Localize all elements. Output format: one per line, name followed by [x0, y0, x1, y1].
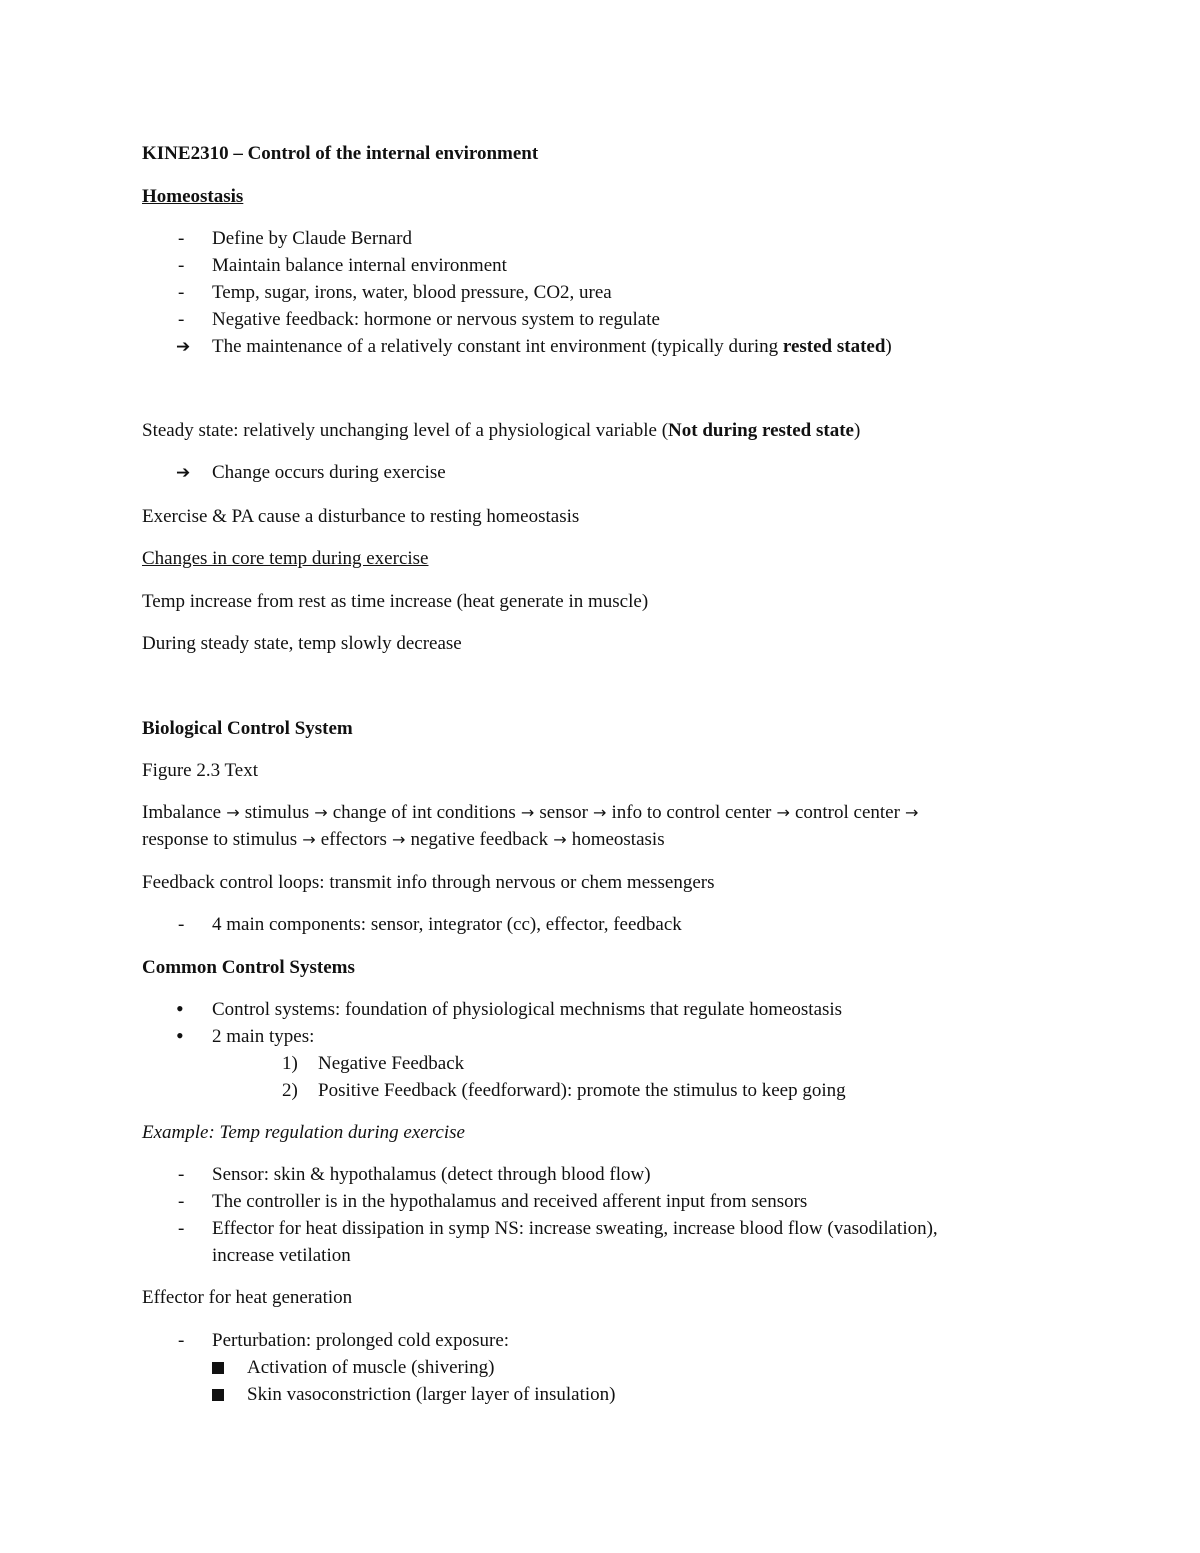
heading-homeostasis: Homeostasis — [142, 186, 244, 207]
list-item-arrow — [212, 334, 892, 360]
flow-arrow-icon: → — [587, 803, 612, 822]
dash-marker: - — [178, 914, 185, 935]
list-number: 1) — [282, 1053, 298, 1074]
arrow-text-bold: rested stated — [782, 336, 886, 357]
list-item: Effector for heat dissipation in symp NS: increase sweating, increase blood flow (vasodilation), — [212, 1218, 938, 1239]
square-bullet-icon — [212, 1382, 224, 1409]
example-heading: Example: Temp regulation during exercise — [142, 1122, 465, 1143]
flow-step: control center — [794, 802, 900, 823]
flow-step: info to control center — [611, 802, 772, 823]
heading-biological-control: Biological Control System — [142, 718, 353, 739]
dash-marker: - — [178, 1218, 185, 1239]
list-item: Positive Feedback (feedforward): promote the stimulus to keep going — [318, 1080, 846, 1101]
steady-decrease-paragraph: During steady state, temp slowly decrease — [142, 633, 462, 654]
list-item: Activation of muscle (shivering) — [247, 1357, 495, 1378]
list-item: Sensor: skin & hypothalamus (detect through blood flow) — [212, 1164, 651, 1185]
list-item: 2 main types: — [212, 1026, 315, 1047]
feedback-loops-paragraph: Feedback control loops: transmit info through nervous or chem messengers — [142, 872, 715, 893]
steady-arrow-item: Change occurs during exercise — [212, 462, 446, 483]
steady-text-post: ) — [853, 420, 861, 441]
flow-arrow-icon: → — [309, 803, 333, 822]
arrow-text-pre: The maintenance of a relatively constant int environment (typically during — [212, 336, 783, 357]
flow-arrow-icon: → — [515, 803, 540, 822]
steady-text-bold: Not during rested state — [668, 420, 854, 441]
flow-step: negative feedback — [410, 829, 549, 850]
flow-step: homeostasis — [571, 829, 665, 850]
flow-step: effectors — [320, 829, 387, 850]
figure-reference: Figure 2.3 Text — [142, 760, 259, 781]
list-item: Skin vasoconstriction (larger layer of insulation) — [247, 1384, 616, 1405]
dash-marker: - — [178, 282, 185, 303]
dash-marker: - — [178, 1330, 185, 1351]
flow-step: sensor — [539, 802, 588, 823]
square-bullet-icon — [212, 1355, 224, 1382]
flow-line-2 — [142, 827, 665, 853]
list-item: Define by Claude Bernard — [212, 228, 412, 249]
core-temp-heading: Changes in core temp during exercise — [142, 548, 429, 569]
flow-arrow-icon: → — [899, 803, 919, 822]
flow-arrow-icon: → — [548, 830, 572, 849]
exercise-paragraph: Exercise & PA cause a disturbance to resting homeostasis — [142, 506, 580, 527]
list-item: Control systems: foundation of physiological mechnisms that regulate homeostasis — [212, 999, 843, 1020]
list-item-continuation: increase vetilation — [212, 1245, 351, 1266]
dash-marker: - — [178, 1164, 185, 1185]
bullet-marker: • — [176, 1023, 184, 1048]
flow-line-1 — [142, 800, 918, 826]
dash-marker: - — [178, 309, 185, 330]
temp-increase-paragraph: Temp increase from rest as time increase (heat generate in muscle) — [142, 591, 649, 612]
bullet-marker: • — [176, 996, 184, 1021]
list-item: Perturbation: prolonged cold exposure: — [212, 1330, 510, 1351]
flow-step: change of int conditions — [332, 802, 516, 823]
arrow-icon: ➔ — [176, 463, 191, 483]
list-item: Temp, sugar, irons, water, blood pressure, CO2, urea — [212, 282, 612, 303]
dash-marker: - — [178, 255, 185, 276]
flow-arrow-icon: → — [771, 803, 795, 822]
flow-step: response to stimulus — [142, 829, 298, 850]
steady-text-pre: Steady state: relatively unchanging level of a physiological variable ( — [142, 420, 669, 441]
arrow-text-post: ) — [885, 336, 892, 357]
flow-step: stimulus — [244, 802, 310, 823]
arrow-icon: ➔ — [176, 337, 191, 357]
flow-arrow-icon: → — [386, 830, 411, 849]
list-item: Negative feedback: hormone or nervous system to regulate — [212, 309, 660, 330]
list-item: The controller is in the hypothalamus and received afferent input from sensors — [212, 1191, 808, 1212]
list-item: 4 main components: sensor, integrator (cc), effector, feedback — [212, 914, 682, 935]
page-title: KINE2310 – Control of the internal environment — [142, 143, 539, 164]
dash-marker: - — [178, 228, 185, 249]
flow-arrow-icon: → — [297, 830, 321, 849]
heat-generation-heading: Effector for heat generation — [142, 1287, 353, 1308]
flow-arrow-icon: → — [221, 803, 245, 822]
heading-common-control: Common Control Systems — [142, 957, 355, 978]
steady-state-paragraph — [142, 418, 860, 444]
list-item: Maintain balance internal environment — [212, 255, 507, 276]
list-item: Negative Feedback — [318, 1053, 465, 1074]
list-number: 2) — [282, 1080, 298, 1101]
flow-step: Imbalance — [142, 802, 222, 823]
dash-marker: - — [178, 1191, 185, 1212]
